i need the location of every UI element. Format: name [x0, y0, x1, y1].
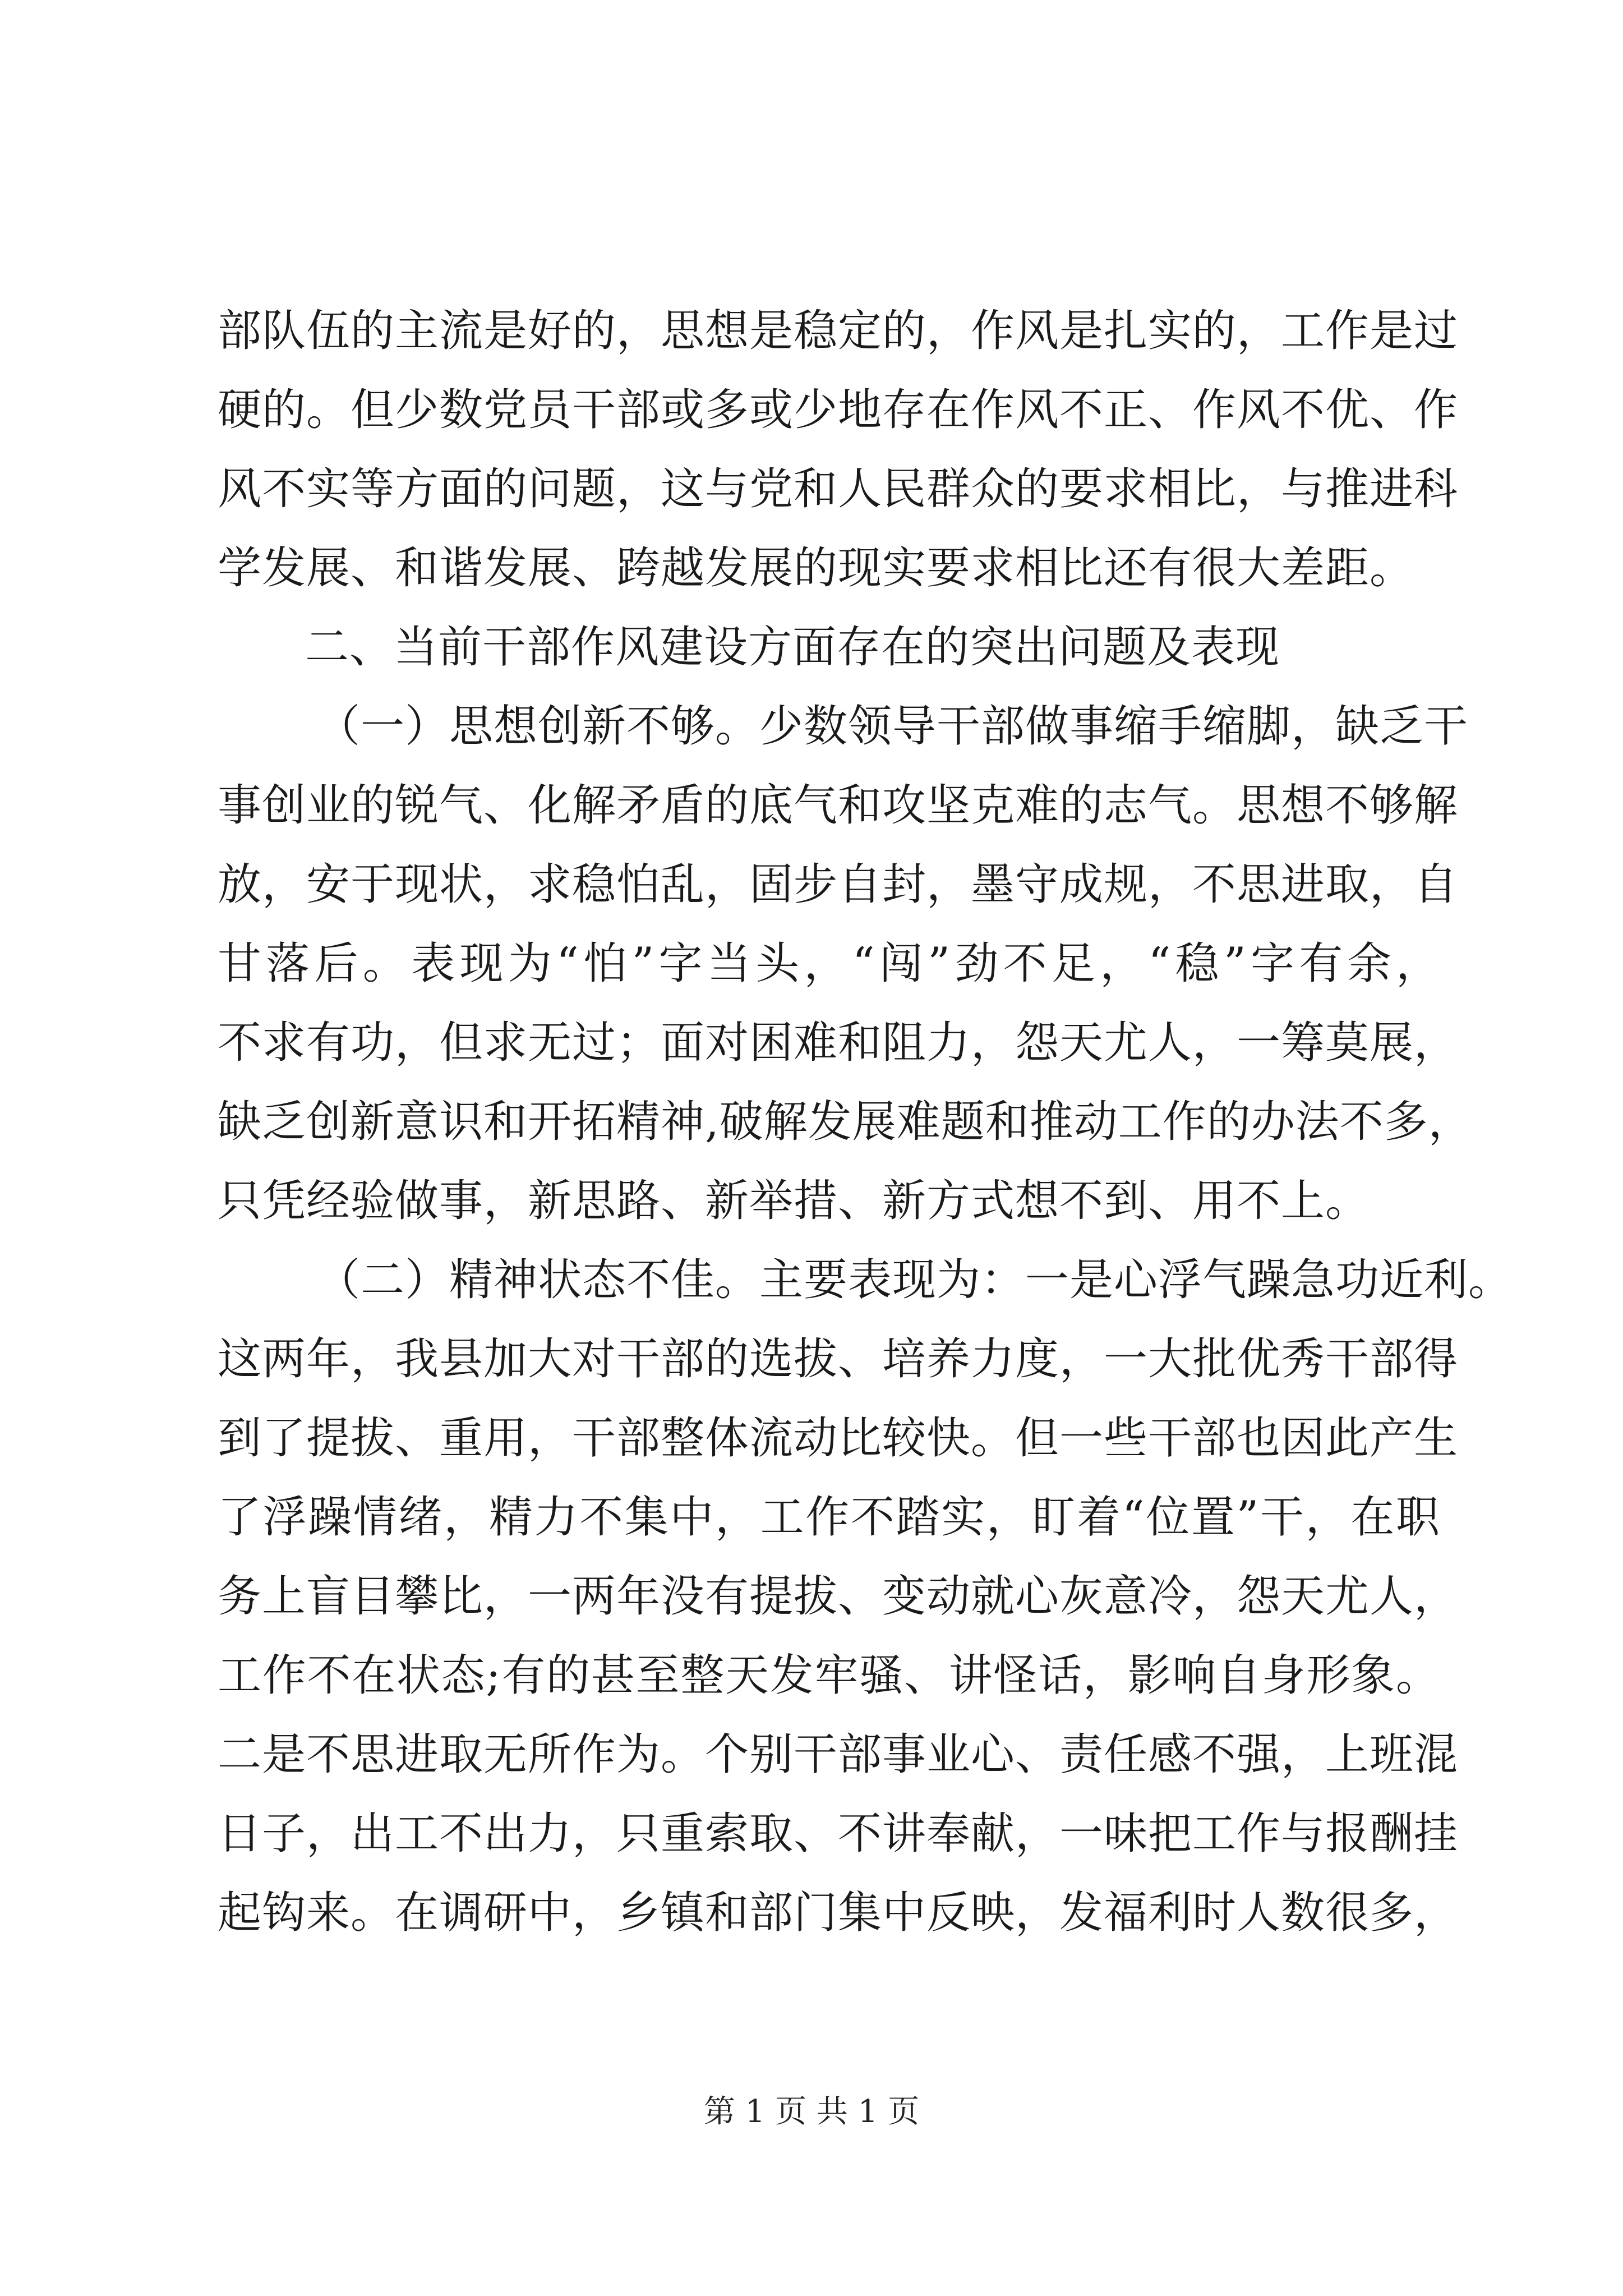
subsection-heading-line: （一）思想创新不够。少数领导干部做事缩手缩脚，缺乏干	[316, 701, 1469, 752]
text-line: 事创业的锐气、化解矛盾的底气和攻坚克难的志气。思想不够解	[218, 780, 1459, 831]
text-line: 了浮躁情绪，精力不集中，工作不踏实，盯着“位置”干，在职	[218, 1492, 1440, 1543]
text-line: 甘落后。表现为“怕”字当头，“闯”劲不足，“稳”字有余，	[218, 938, 1440, 989]
text-line: 务上盲目攀比，一两年没有提拔、变动就心灰意冷，怨天尤人，	[218, 1571, 1459, 1622]
text-line: 到了提拔、重用，干部整体流动比较快。但一些干部也因此产生	[218, 1413, 1459, 1464]
text-line: 日子，出工不出力，只重索取、不讲奉献，一味把工作与报酬挂	[218, 1809, 1459, 1859]
text-line: 硬的。但少数党员干部或多或少地存在作风不正、作风不优、作	[218, 385, 1459, 435]
text-line: 部队伍的主流是好的，思想是稳定的，作风是扎实的，工作是过	[218, 306, 1459, 356]
document-body	[218, 292, 1513, 1953]
page-footer: 第 1 页 共 1 页	[703, 2093, 920, 2130]
text-line: 只凭经验做事，新思路、新举措、新方式想不到、用不上。	[218, 1176, 1370, 1226]
text-line: 风不实等方面的问题，这与党和人民群众的要求相比，与推进科	[218, 464, 1459, 514]
text-line: 缺乏创新意识和开拓精神,破解发展难题和推动工作的办法不多，	[218, 1097, 1473, 1147]
text-line: 这两年，我县加大对干部的选拔、培养力度，一大批优秀干部得	[218, 1334, 1459, 1384]
text-line: 学发展、和谐发展、跨越发展的现实要求相比还有很大差距。	[218, 543, 1414, 593]
text-line: 放，安于现状，求稳怕乱，固步自封，墨守成规，不思进取，自	[218, 859, 1459, 910]
text-line: 二是不思进取无所作为。个别干部事业心、责任感不强，上班混	[218, 1729, 1459, 1780]
section-heading: 二、当前干部作风建设方面存在的突出问题及表现	[305, 622, 1280, 673]
text-line: 起钩来。在调研中，乡镇和部门集中反映，发福利时人数很多，	[218, 1888, 1459, 1938]
subsection-heading-line: （二）精神状态不佳。主要表现为：一是心浮气躁急功近利。	[316, 1255, 1513, 1305]
text-line: 不求有功，但求无过；面对困难和阻力，怨天尤人，一筹莫展，	[218, 1018, 1459, 1068]
text-line: 工作不在状态;有的甚至整天发牢骚、讲怪话，影响自身形象。	[218, 1650, 1441, 1701]
